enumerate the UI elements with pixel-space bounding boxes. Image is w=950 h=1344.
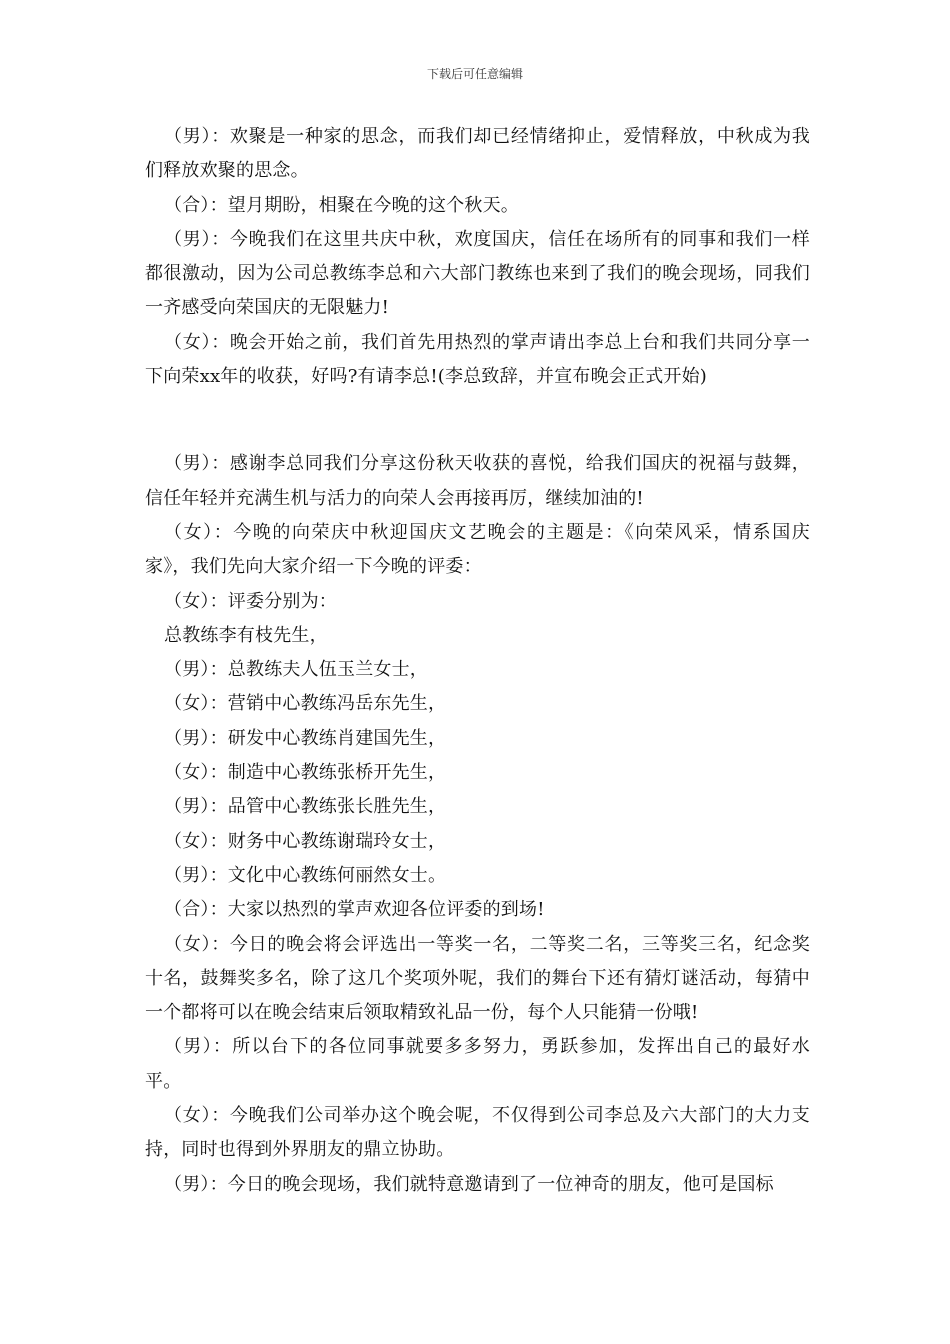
paragraph: （男）：总教练夫人伍玉兰女士， — [164, 659, 428, 681]
paragraph: （男）：所以台下的各位同事就要多多努力，勇跃参加，发挥出自己的最好水平。 — [145, 1036, 810, 1092]
paragraph: （男）：品管中心教练张长胜先生， — [164, 796, 447, 818]
paragraph: （女）：今晚我们公司举办这个晚会呢，不仅得到公司李总及六大部门的大力支持，同时也得到外界朋友的鼎立协助。 — [145, 1105, 810, 1161]
paragraph: （女）：评委分别为： — [164, 590, 337, 612]
document-body — [145, 120, 810, 1202]
paragraph: （女）：营销中心教练冯岳东先生， — [164, 693, 447, 715]
paragraph: （合）：大家以热烈的掌声欢迎各位评委的到场! — [164, 899, 545, 921]
paragraph: （男）：今日的晚会现场，我们就特意邀请到了一位神奇的朋友，他可是国标 — [164, 1173, 774, 1195]
paragraph: （女）：晚会开始之前，我们首先用热烈的掌声请出李总上台和我们共同分享一下向荣xx年的收获，好吗?有请李总!(李总致辞，并宣布晚会正式开始) — [145, 331, 810, 388]
page-header: 下载后可任意编辑 — [426, 67, 523, 81]
paragraph: （男）：文化中心教练何丽然女士。 — [164, 864, 447, 886]
paragraph: （女）：今晚的向荣庆中秋迎国庆文艺晚会的主题是：《向荣风采，情系国庆家》，我们先向大家介绍一下今晚的评委： — [145, 521, 810, 578]
paragraph: （男）：感谢李总同我们分享这份秋天收获的喜悦，给我们国庆的祝福与鼓舞，信任年轻并充满生机与活力的向荣人会再接再厉，继续加油的! — [145, 453, 810, 509]
paragraph: （女）：财务中心教练谢瑞玲女士， — [164, 830, 447, 852]
paragraph: （男）：今晚我们在这里共庆中秋，欢度国庆，信任在场所有的同事和我们一样都很激动，因为公司总教练李总和六大部门教练也来到了我们的晚会现场，同我们一齐感受向荣国庆的无限魅力! — [145, 228, 810, 319]
paragraph-gap — [145, 394, 810, 447]
paragraph: （女）：今日的晚会将会评选出一等奖一名，二等奖二名，三等奖三名，纪念奖十名，鼓舞奖多名，除了这几个奖项外呢，我们的舞台下还有猜灯谜活动，每猜中一个都将可以在晚会结束后领取精致礼品一份，每个人只能猜一份哦! — [145, 933, 810, 1024]
paragraph: 总教练李有枝先生， — [164, 624, 328, 646]
paragraph: （男）：欢聚是一种家的思念，而我们却已经情绪抑止，爱情释放，中秋成为我们释放欢聚的思念。 — [145, 126, 810, 182]
paragraph: （女）：制造中心教练张桥开先生， — [164, 762, 447, 784]
paragraph: （男）：研发中心教练肖建国先生， — [164, 727, 447, 749]
paragraph: （合）：望月期盼，相聚在今晚的这个秋天。 — [164, 194, 519, 216]
